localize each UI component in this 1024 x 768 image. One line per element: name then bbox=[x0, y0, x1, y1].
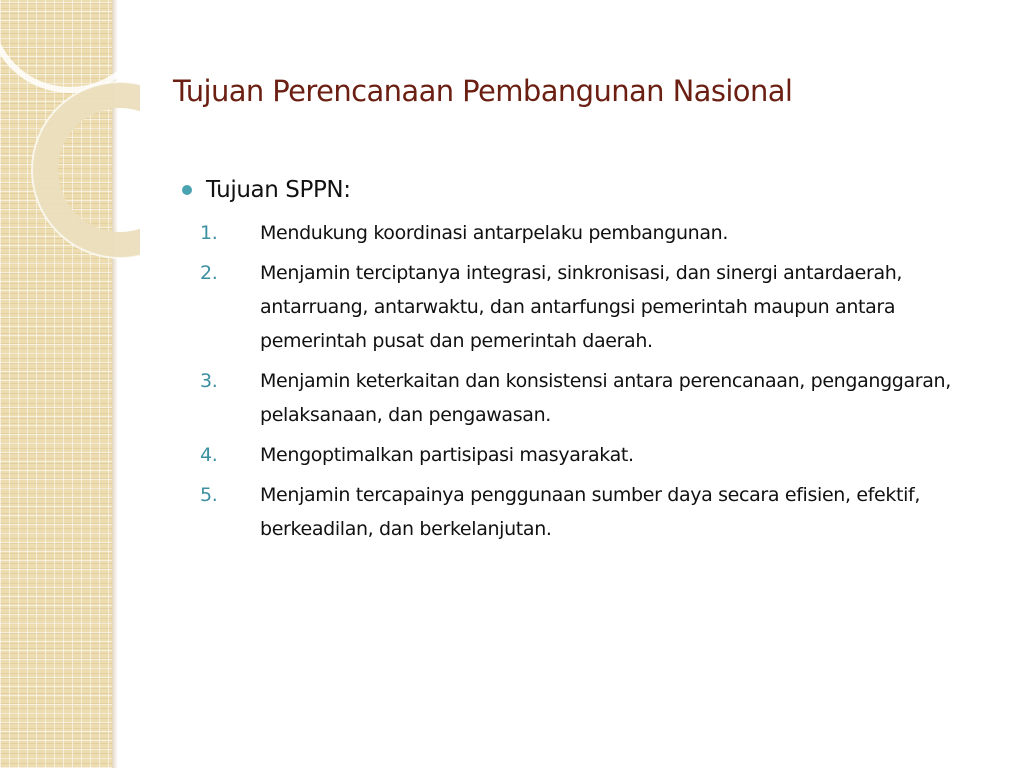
list-number: 2. bbox=[200, 262, 218, 284]
slide-content bbox=[180, 170, 980, 552]
numbered-list bbox=[180, 216, 980, 546]
bullet-dot-icon bbox=[182, 185, 192, 195]
list-item-text: Menjamin tercapainya penggunaan sumber daya secara efisien, efektif, berkeadilan, dan berkelanjutan. bbox=[260, 484, 921, 540]
bullet-item bbox=[180, 170, 980, 210]
list-item bbox=[180, 364, 980, 432]
list-item bbox=[180, 478, 980, 546]
slide-title: Tujuan Perencanaan Pembangunan Nasional bbox=[173, 74, 793, 108]
list-item bbox=[180, 216, 980, 250]
list-item-text: Menjamin keterkaitan dan konsistensi antara perencanaan, penganggaran, pelaksanaan, dan pengawasan. bbox=[260, 370, 951, 426]
list-item-text: Mengoptimalkan partisipasi masyarakat. bbox=[260, 444, 634, 466]
list-number: 1. bbox=[200, 222, 218, 244]
list-number: 4. bbox=[200, 444, 218, 466]
list-number: 5. bbox=[200, 484, 218, 506]
list-item-text: Mendukung koordinasi antarpelaku pembangunan. bbox=[260, 222, 729, 244]
list-item-text: Menjamin terciptanya integrasi, sinkronisasi, dan sinergi antardaerah, antarruang, antarwaktu, dan antarfungsi pemerintah maupun antara pemerintah pusat dan pemerintah daerah. bbox=[260, 262, 903, 352]
decorative-rings bbox=[0, 0, 140, 260]
list-item bbox=[180, 438, 980, 472]
list-number: 3. bbox=[200, 370, 218, 392]
list-item bbox=[180, 256, 980, 358]
bullet-label: Tujuan SPPN: bbox=[206, 177, 351, 203]
